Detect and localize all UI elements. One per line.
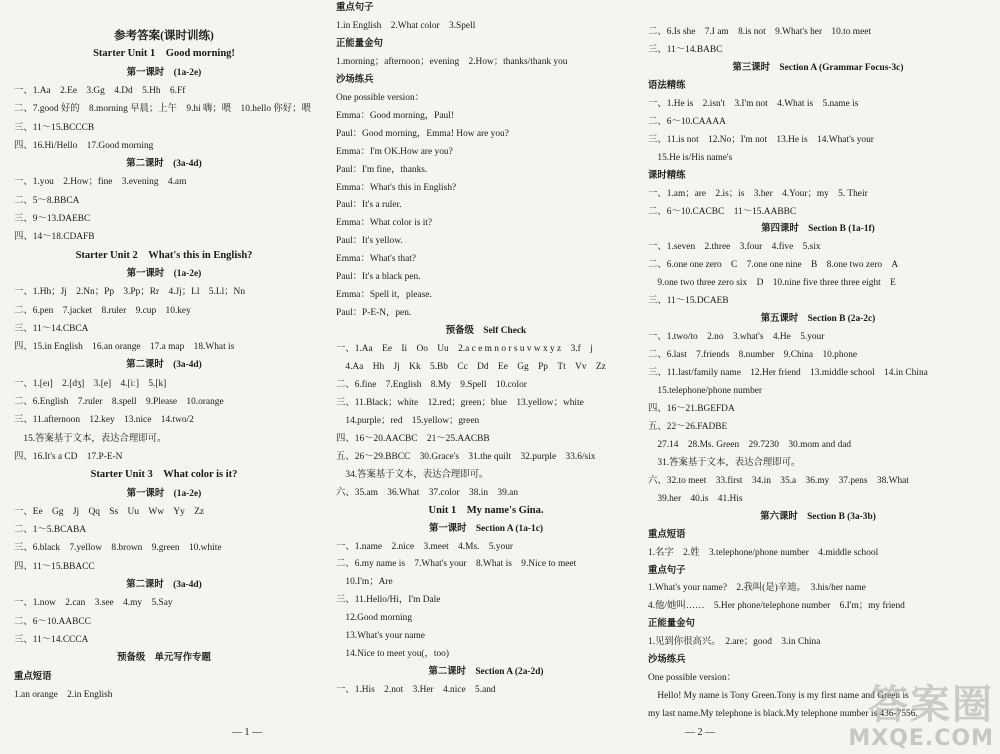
- answer-line: 15.He is/His name's: [648, 152, 733, 163]
- section-heading: 第一课时 (1a-2e): [126, 67, 202, 78]
- answer-line: Emma：What's that?: [336, 254, 417, 265]
- answer-line: 1.in English 2.What color 3.Spell: [336, 20, 476, 31]
- watermark-logo: [820, 682, 1000, 754]
- answer-line: Hello! My name is Tony Green.Tony is my first name and Green is: [648, 691, 909, 702]
- answer-line: 二、6～10.AABCC: [14, 616, 91, 627]
- answer-line: 14.Nice to meet you(，too): [336, 649, 449, 660]
- answer-line: 一、1.you 2.How；fine 3.evening 4.am: [14, 177, 187, 188]
- answer-line: 四、16～21.BGEFDA: [648, 403, 735, 414]
- answer-line: 二、6.Is she 7.I am 8.is not 9.What's her 10.to meet: [648, 27, 872, 37]
- section-heading: 预备级 单元写作专题: [117, 653, 211, 664]
- answer-line: Paul：P-E-N，pen.: [336, 308, 412, 319]
- answer-line: 1.见到你很高兴。 2.are；good 3.in China: [648, 637, 821, 648]
- left-answer-column: [14, 0, 314, 754]
- section-heading: 重点句子: [336, 3, 374, 13]
- answer-line: 31.答案基于文本，表达合理即可。: [648, 457, 801, 468]
- section-heading: 预备级 Self Check: [445, 326, 527, 337]
- answer-line: 二、6.fine 7.English 8.My 9.Spell 10.color: [336, 379, 527, 390]
- answer-line: One possible version：: [336, 92, 425, 103]
- answer-line: Emma：Good morning，Paul!: [336, 110, 454, 121]
- answer-line: 一、1.Hh；Jj 2.Nn；Pp 3.Pp；Rr 4.Jj；Ll 5.Ll；Nn: [14, 287, 246, 298]
- watermark-url: MXQE.COM: [848, 726, 994, 751]
- section-heading: 第三课时 Section A (Grammar Focus-3c): [732, 62, 904, 73]
- answer-line: 一、Ee Gg Jj Qq Ss Uu Ww Yy Zz: [14, 506, 205, 517]
- section-heading: 重点句子: [648, 565, 686, 576]
- section-heading: 第四课时 Section B (1a-1f): [761, 224, 875, 235]
- answer-line: 二、6.one one zero C 7.one one nine B 8.one two zero A: [648, 260, 899, 271]
- answer-line: Paul：I'm fine，thanks.: [336, 164, 428, 175]
- section-heading: 沙场练兵: [648, 655, 686, 666]
- answer-line: 二、6.English 7.ruler 8.spell 9.Please 10.orange: [14, 397, 224, 407]
- answer-line: 三、11～14.CBCA: [14, 323, 89, 334]
- answer-line: 一、1.Aa 2.Ee 3.Gg 4.Dd 5.Hh 6.Ff: [14, 85, 186, 96]
- answer-line: 15.答案基于文本，表达合理即可。: [14, 433, 167, 444]
- answer-line: 三、11.is not 12.No；I'm not 13.He is 14.What's your: [648, 134, 874, 145]
- answer-line: 五、22～26.FADBE: [648, 421, 728, 432]
- section-heading: 第一课时 Section A (1a-1c): [428, 523, 544, 534]
- answer-line: 五、26～29.BBCC 30.Grace's 31.the quilt 32.purple 33.6/six: [336, 451, 596, 462]
- answer-line: 14.purple；red 15.yellow；green: [336, 415, 480, 426]
- answer-line: 一、1.His 2.not 3.Her 4.nice 5.and: [336, 685, 496, 696]
- answer-line: 一、1.now 2.can 3.see 4.my 5.Say: [14, 598, 173, 609]
- section-heading: 重点短语: [648, 529, 686, 540]
- answer-line: 三、6.black 7.yellow 8.brown 9.green 10.white: [14, 543, 222, 554]
- section-heading: Starter Unit 3 What color is it?: [90, 469, 238, 481]
- answer-line: 4.他/她叫…… 5.Her phone/telephone number 6.I'm；my friend: [648, 601, 905, 612]
- answer-line: 13.What's your name: [336, 631, 425, 642]
- answer-line: 三、11.Hello/Hi，I'm Dale: [336, 595, 441, 606]
- answer-line: 1.morning；afternoon；evening 2.How；thanks/thank you: [336, 56, 568, 67]
- answer-line: 三、11.Black；white 12.red；green；blue 13.yellow；white: [336, 397, 584, 408]
- answer-line: 一、1.name 2.nice 3.meet 4.Ms. 5.your: [336, 541, 514, 552]
- answer-line: 二、6.pen 7.jacket 8.ruler 9.cup 10.key: [14, 305, 191, 316]
- answer-line: 1.名字 2.姓 3.telephone/phone number 4.middle school: [648, 547, 879, 558]
- answer-line: 三、11.last/family name 12.Her friend 13.middle school 14.in China: [648, 368, 928, 379]
- answer-line: 四、16～20.AACBC 21～25.AACBB: [336, 433, 490, 444]
- section-heading: 第一课时 (1a-2e): [126, 268, 202, 279]
- answer-line: 六、35.am 36.What 37.color 38.in 39.an: [336, 487, 519, 498]
- answer-line: 27.14 28.Ms. Green 29.7230 30.mom and dad: [648, 439, 852, 450]
- answer-line: 12.Good morning: [336, 613, 413, 624]
- section-heading: 参考答案(课时训练): [114, 30, 214, 42]
- answer-line: One possible version：: [648, 673, 737, 684]
- answer-line: 一、1.am；are 2.is；is 3.her 4.Your；my 5. Their: [648, 188, 868, 199]
- section-heading: 课时精练: [648, 170, 686, 181]
- section-heading: 第五课时 Section B (2a-2c): [760, 314, 876, 325]
- answer-line: 1.What's your name? 2.我叫(是)辛迪。 3.his/her name: [648, 583, 866, 594]
- answer-line: 四、15.in English 16.an orange 17.a map 18.What is: [14, 342, 235, 353]
- section-heading: 重点短语: [14, 671, 52, 682]
- answer-line: my last name.My telephone is black.My telephone number is 436-7556.: [648, 709, 918, 720]
- answer-line: Emma：Spell it，please.: [336, 290, 432, 301]
- answer-line: 六、32.to meet 33.first 34.in 35.a 36.my 37.pens 38.What: [648, 475, 909, 486]
- answer-line: 二、6.last 7.friends 8.number 9.China 10.phone: [648, 350, 858, 361]
- section-heading: Unit 1 My name's Gina.: [428, 504, 544, 516]
- section-heading: 语法精练: [648, 80, 686, 91]
- answer-line: 一、1.Aa Ee Ii Oo Uu 2.a c e m n o r s u v w x y z 3.f j: [336, 344, 593, 355]
- answer-line: 一、1.two/to 2.no 3.what's 4.He 5.your: [648, 332, 825, 343]
- answer-line: Paul：Good morning，Emma! How are you?: [336, 128, 509, 139]
- answer-line: 二、6～10.CAAAA: [648, 116, 726, 127]
- answer-line: 二、7.good 好的 8.morning 早晨；上午 9.hi 嗨；喂 10.hello 你好；喂: [14, 104, 311, 115]
- section-heading: 第二课时 (3a-4d): [126, 159, 202, 170]
- answer-line: 二、6.my name is 7.What's your 8.What is 9.Nice to meet: [336, 559, 577, 570]
- answer-line: Paul：It's yellow.: [336, 236, 403, 247]
- answer-line: 9.one two three zero six D 10.nine five three three eight E: [648, 278, 896, 289]
- section-heading: 第二课时 (3a-4d): [126, 580, 202, 590]
- answer-line: 一、1.He is 2.isn't 3.I'm not 4.What is 5.name is: [648, 98, 859, 109]
- answer-line: Paul：It's a black pen.: [336, 272, 421, 283]
- middle-answer-column: [336, 0, 636, 754]
- answer-line: Emma：What color is it?: [336, 218, 433, 229]
- answer-line: 四、16.It's a CD 17.P-E-N: [14, 451, 123, 462]
- section-heading: 第二课时 (3a-4d): [126, 360, 202, 371]
- answer-line: 三、11～15.DCAEB: [648, 296, 729, 307]
- section-heading: 第六课时 Section B (3a-3b): [760, 511, 876, 522]
- section-heading: 正能量金句: [648, 619, 695, 630]
- answer-line: 三、11～14.BABC: [648, 44, 723, 55]
- answer-line: Paul：It's a ruler.: [336, 200, 402, 211]
- answer-line: 1.an orange 2.in English: [14, 689, 113, 700]
- answer-line: 二、5～8.BBCA: [14, 195, 80, 206]
- page-number-right: — 2 —: [685, 727, 715, 738]
- answer-line: 34.答案基于文本，表达合理即可。: [336, 469, 489, 480]
- answer-line: 四、16.Hi/Hello 17.Good morning: [14, 140, 154, 151]
- answer-line: 一、1.[eɪ] 2.[dʒ] 3.[e] 4.[iː] 5.[k]: [14, 378, 167, 389]
- answer-line: 三、9～13.DAEBC: [14, 214, 91, 224]
- section-heading: 第一课时 (1a-2e): [126, 488, 202, 499]
- answer-line: 四、14～18.CDAFB: [14, 232, 95, 243]
- answer-line: Emma：I'm OK.How are you?: [336, 146, 453, 157]
- section-heading: 第二课时 Section A (2a-2d): [428, 667, 544, 678]
- answer-line: 4.Aa Hh Jj Kk 5.Bb Cc Dd Ee Gg Pp Tt Vv Zz: [336, 362, 606, 372]
- answer-line: 二、1～5.BCABA: [14, 525, 87, 536]
- answer-line: 10.I'm；Are: [336, 577, 393, 588]
- section-heading: Starter Unit 2 What's this in English?: [75, 249, 253, 261]
- section-heading: 沙场练兵: [336, 74, 374, 85]
- answer-line: 15.telephone/phone number: [648, 386, 763, 396]
- answer-line: 三、11～14.CCCA: [14, 634, 89, 645]
- page-number-left: — 1 —: [232, 727, 262, 738]
- answer-line: Emma：What's this in English?: [336, 182, 457, 193]
- watermark-text: 答案圈: [868, 682, 994, 728]
- section-heading: 正能量金句: [336, 38, 383, 49]
- answer-line: 三、11～15.BCCCB: [14, 122, 95, 133]
- answer-line: 39.her 40.is 41.His: [648, 493, 743, 504]
- section-heading: Starter Unit 1 Good morning!: [93, 48, 235, 60]
- answer-line: 二、6～10.CACBC 11～15.AABBC: [648, 206, 797, 217]
- answer-line: 三、11.afternoon 12.key 13.nice 14.two/2: [14, 415, 194, 426]
- right-answer-column: [648, 0, 988, 754]
- answer-line: 一、1.seven 2.three 3.four 4.five 5.six: [648, 242, 821, 253]
- answer-line: 四、11～15.BBACC: [14, 561, 95, 572]
